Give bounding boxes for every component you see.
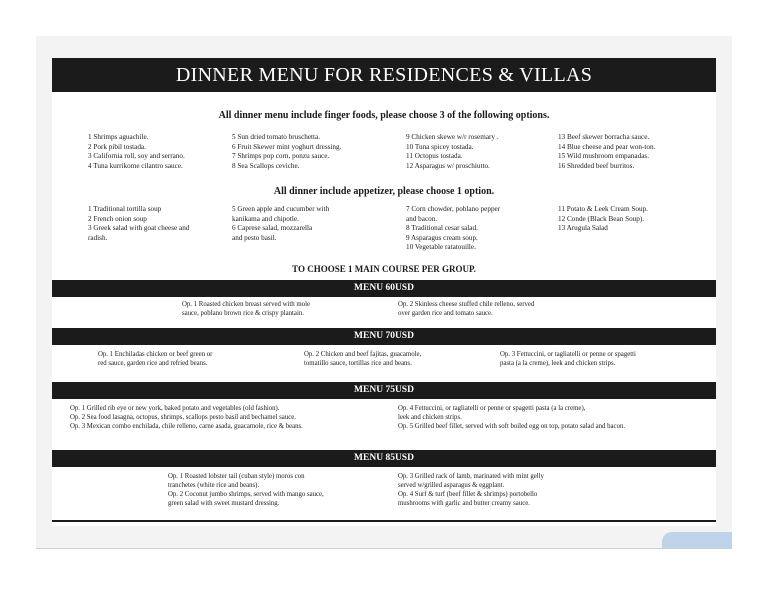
list-item: 3 Greek salad with goat cheese and [88,224,190,233]
list-item: 12 Asparagus w/ proschiutto. [406,161,490,170]
appetizer-column [232,205,329,243]
menu-option-line: over garden rice and tomato sauce. [398,310,493,317]
menu-option-line: tomatillo sauce, tortillas rice and beans. [304,360,412,367]
menu-header: MENU 70USD [52,328,716,345]
appetizer-heading: All dinner include appetizer, please choose 1 option. [273,186,495,197]
list-item: 4 Tuna kurrikome cilantro sauce. [88,161,183,170]
finger-foods-heading: All dinner menu include finger foods, please choose 3 of the following options. [218,110,550,121]
list-item: 5 Green apple and cucumber with [232,205,330,213]
list-item: 1 Shrimps aguachile. [88,133,149,141]
list-item: 2 French onion soup [88,214,147,223]
list-item: 15 Wild mushroom empanadas. [558,152,650,161]
menu-option-line: served w/grilled asparagus & eggplant. [398,482,505,489]
list-item: 9 Chicken skewe w/r rosemary . [406,133,499,141]
menu-header: MENU 85USD [52,450,716,467]
menu-option-line: Op. 3 Fettuccini, or tagliatelli or penne or spagetti [500,351,636,358]
appetizer-column [406,205,500,253]
finger-foods-column [88,133,185,171]
menu-option-line: sauce, poblano brown rice & crispy plantain. [182,310,304,317]
menu-option-line: Op. 2 Skinless cheese stuffed chile relleno, served [398,301,535,308]
list-item: 2 Pork pibil tostada. [88,142,146,151]
menu-option [70,404,303,431]
menu-option-line: Op. 2 Coconut jumbo shrimps, served with mango sauce, [168,491,324,498]
menu-option-line: red sauce, garden rice and refried beans. [98,360,208,367]
menu-option [500,350,636,368]
menu-option-line: Op. 5 Grilled beef fillet, served with soft boiled egg on top, potato salad and bacon. [398,423,626,430]
menu-header: MENU 60USD [52,280,716,297]
menu-option [168,472,324,508]
menu-option [182,300,310,318]
list-item: 16 Shredded beef burritos. [558,161,635,170]
menu-option-line: mushrooms with garlic and butter creamy sauce. [398,500,530,507]
menu-option-line: leek and chicken strips. [398,414,462,421]
menu-option-line: Op. 4 Surf & turf (beef fillet & shrimps) portobello [398,491,538,498]
list-item: 9 Asparagus cream soup. [406,233,478,242]
menu-option-line: green salad with sweet mustard dressing. [168,500,280,507]
corner-tab [662,532,732,548]
menu-page [52,58,716,526]
menu-option-line: Op. 1 Roasted chicken breast served with mole [182,301,310,308]
list-item: 7 Shrimps pop corn, ponzu sauce. [232,152,330,161]
list-item: 3 California roll, soy and serrano. [88,152,185,161]
list-item: 7 Corn chowder, poblano pepper [406,205,501,213]
list-item: 6 Fruit Skewer mint yoghurt dressing. [232,142,342,151]
list-item: 13 Arugula Salad [558,224,608,233]
menu-option-line: Op. 2 Sea food lasagna, octopus, shrimps, scallops pesto basil and bechamel sauce. [70,414,296,421]
list-item: kanikama and chipotle. [232,214,299,223]
menu-header: MENU 75USD [52,382,716,399]
list-item: 12 Conde (Black Bean Soup). [558,214,645,223]
list-item: 14 Blue cheese and pear won-ton. [558,142,656,151]
list-item: 6 Caprese salad, mozzarella [232,224,313,233]
appetizer-column [558,205,648,234]
list-item: 1 Traditional tortilla soup [88,205,162,213]
menu-option-line: Op. 1 Grilled rib eye or new york, baked potato and vegetables (old fashion). [70,405,280,412]
menu-option [304,350,421,368]
menu-option [398,472,544,508]
list-item: 11 Potato & Leek Cream Soup. [558,205,648,213]
bottom-rule [52,520,716,522]
menu-option-line: tranchetes (white rice and beans). [168,482,260,489]
finger-foods-column [232,133,341,171]
menu-option-line: pasta (a la creme), leek and chicken strips. [500,360,616,367]
menu-option-line: Op. 3 Grilled rack of lamb, marinated with mint gelly [398,473,544,480]
menu-option-line: Op. 3 Mexican combo enchilada, chile relleno, carne asada, guacamole, rice & beans. [70,423,303,430]
list-item: 5 Sun dried tomato bruschetta. [232,133,321,141]
list-item: and pesto basil. [232,233,277,242]
finger-foods-column [406,133,499,171]
menu-option-line: Op. 1 Enchiladas chicken or beef green or [98,351,213,358]
finger-foods-column [558,133,655,171]
list-item: and bacon. [406,214,438,223]
menu-option [398,404,625,431]
menu-option-line: Op. 2 Chicken and beef fajitas, guacamole, [304,351,422,358]
list-item: 10 Tuna spicey tostada. [406,142,474,151]
page-title: DINNER MENU FOR RESIDENCES & VILLAS [52,58,716,92]
slide-divider [36,548,732,549]
list-item: 13 Beef skewer borracha sauce. [558,133,650,141]
list-item: 8 Traditional cesar salad. [406,224,478,233]
menu-option-line: Op. 4 Fettuccini, or tagliatelli or penne or spagetti pasta (a la creme), [398,405,586,412]
menu-option [98,350,212,368]
menu-option [398,300,534,318]
list-item: 8 Sea Scallops ceviche. [232,161,300,170]
list-item: radish. [88,233,108,242]
menu-option-line: Op. 1 Roasted lobster tail (cuban style) moros con [168,473,305,480]
list-item: 11 Octopus tostada. [406,152,463,161]
appetizer-column [88,205,189,243]
main-course-heading: TO CHOOSE 1 MAIN COURSE PER GROUP. [292,264,476,274]
list-item: 10 Vegetable ratatouille. [406,243,476,252]
